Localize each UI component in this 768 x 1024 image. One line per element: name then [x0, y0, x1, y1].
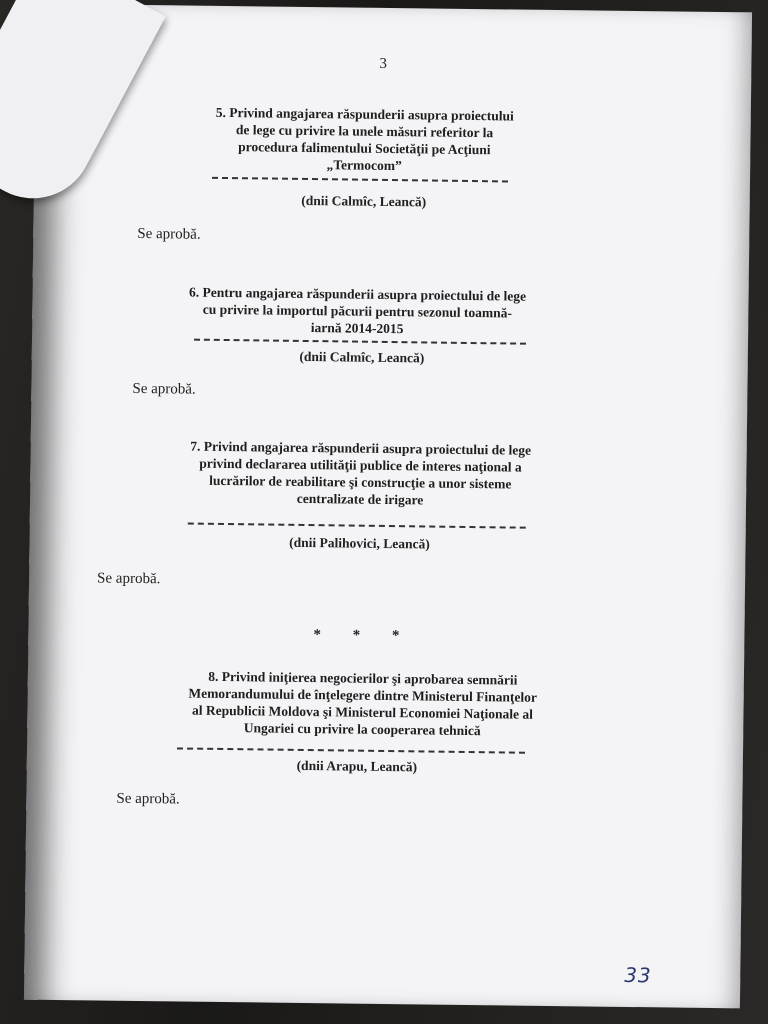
document-page	[24, 4, 752, 1009]
separator-line	[194, 339, 526, 345]
item-8-title-line: Memorandumului de înţelegere dintre Ministerul Finanţelor	[188, 685, 538, 705]
item-6-title-line: iarnă 2014-2015	[310, 320, 404, 337]
separator-line	[177, 747, 525, 753]
item-6-title	[162, 283, 553, 339]
item-5-title	[184, 103, 545, 175]
item-7-title-line: lucrărilor de reabilitare şi construcţie a unor sisteme	[209, 472, 512, 492]
item-7-authors: (dnii Palihovici, Leancă)	[289, 534, 430, 552]
item-5-title-line: „Termocom”	[326, 157, 402, 174]
item-7-title-line: 7. Privind angajarea răspunderii asupra proiectului de lege	[190, 438, 532, 458]
separator-line	[188, 523, 526, 529]
separator-line	[212, 177, 508, 183]
item-6-title-line: cu privire la importul păcurii pentru sezonul toamnă-	[202, 301, 513, 321]
handwritten-folio-number: 33	[624, 962, 652, 988]
item-5-authors: (dnii Calmîc, Leancă)	[301, 192, 427, 210]
item-6-authors: (dnii Calmîc, Leancă)	[299, 348, 425, 366]
item-8-title-line: al Republicii Moldova şi Ministerul Economiei Naţionale al	[191, 702, 533, 722]
item-7-title-line: centralizate de irigare	[296, 490, 424, 508]
item-8-title	[152, 667, 573, 740]
item-8-title-line: 8. Privind iniţierea negocierilor şi aprobarea semnării	[208, 668, 518, 688]
item-7-title	[160, 437, 561, 510]
item-8-authors: (dnii Arapu, Leancă)	[296, 757, 418, 775]
item-7-title-line: privind declararea utilităţii publice de interes naţional a	[199, 455, 522, 475]
item-7-decision: Se aprobă.	[96, 570, 161, 588]
item-5-decision: Se aprobă.	[137, 225, 201, 243]
item-6-title-line: 6. Pentru angajarea răspunderii asupra proiectului de lege	[189, 284, 527, 304]
item-5-title-line: 5. Privind angajarea răspunderii asupra proiectului	[215, 104, 514, 124]
page-number: 3	[379, 55, 387, 72]
item-8-title-line: Ungariei cu privire la cooperarea tehnică	[243, 720, 481, 739]
item-5-title-line: procedura falimentului Societăţii pe Acţiuni	[238, 139, 491, 158]
item-6-decision: Se aprobă.	[132, 380, 196, 398]
item-5-title-line: de lege cu privire la unele măsuri referitor la	[235, 122, 494, 141]
item-8-decision: Se aprobă.	[116, 790, 180, 808]
section-separator-stars: * * *	[313, 627, 414, 645]
